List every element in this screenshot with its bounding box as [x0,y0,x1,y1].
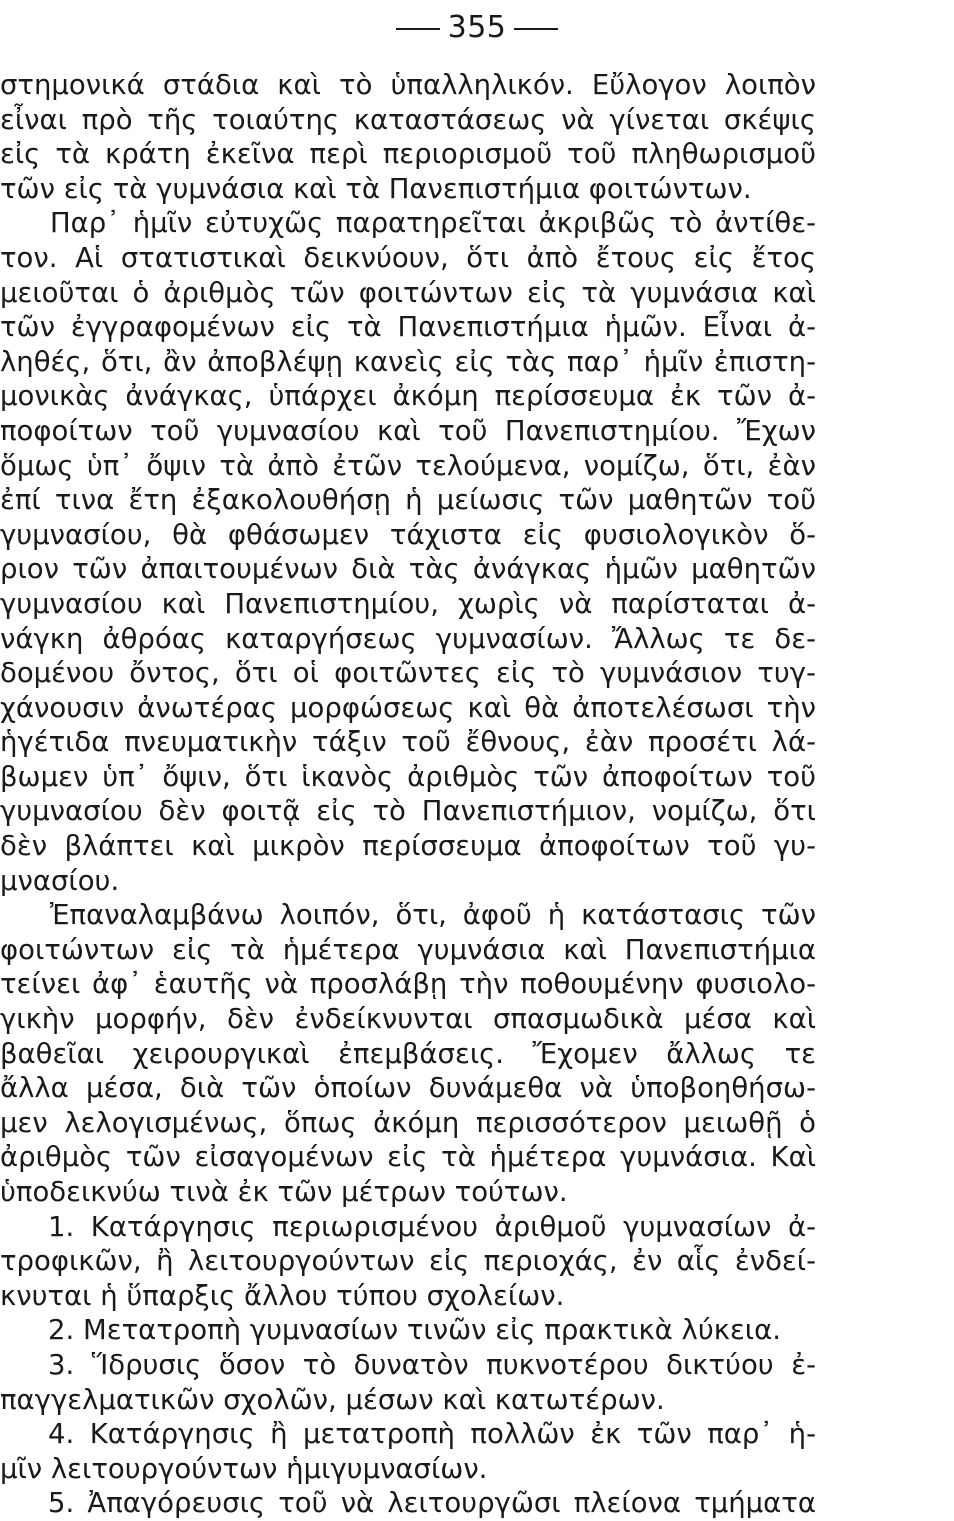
text-line: χάνουσιν ἀνωτέρας μορφώσεως καὶ θὰ ἀποτελέσωσι τὴν [0,691,816,724]
list-item-line: κνυται ἡ ὕπαρξις ἄλλου τύπου σχολείων. [0,1279,565,1312]
list-item-line: 1. Κατάργησις περιωρισμένου ἀριθμοῦ γυμνασίων ἀ- [48,1210,816,1243]
text-line: ληθές, ὅτι, ἂν ἀποβλέψῃ κανεὶς εἰς τὰς παρ᾿ ἡμῖν ἐπιστη- [0,345,816,378]
text-line: ποφοίτων τοῦ γυμνασίου καὶ τοῦ Πανεπιστημίου. Ἔχων [0,414,816,447]
text-line: βωμεν ὑπ᾿ ὄψιν, ὅτι ἱκανὸς ἀριθμὸς τῶν ἀποφοίτων τοῦ [0,760,816,793]
page-number-left-rule [396,28,440,30]
text-line: τῶν ἐγγραφομένων εἰς τὰ Πανεπιστήμια ἡμῶν. Εἶναι ἀ- [0,311,816,344]
text-line: στημονικά στάδια καὶ τὸ ὑπαλληλικόν. Εὔλογον λοιπὸν [0,69,816,101]
text-line: νάγκη ἀθρόας καταργήσεως γυμνασίων. Ἄλλως τε δε- [0,622,816,655]
text-line: Παρ᾿ ἡμῖν εὐτυχῶς παρατηρεῖται ἀκριβῶς τὸ ἀντίθε- [50,207,816,240]
text-line: δομένου ὄντος, ὅτι οἱ φοιτῶντες εἰς τὸ γυμνάσιον τυγ- [0,657,816,690]
text-line: ἀριθμὸς τῶν εἰσαγομένων εἰς τὰ ἡμέτερα γυμνάσια. Καὶ [0,1141,816,1174]
text-line: Ἐπαναλαμβάνω λοιπόν, ὅτι, ἀφοῦ ἡ κατάστασις τῶν [50,899,816,932]
list-item-line: 5. Ἀπαγόρευσις τοῦ νὰ λειτουργῶσι πλείονα τμήματα [48,1487,816,1520]
text-line: εἰς τὰ κράτη ἐκεῖνα περὶ περιορισμοῦ τοῦ πληθωρισμοῦ [0,138,816,171]
text-line: δὲν βλάπτει καὶ μικρὸν περίσσευμα ἀποφοίτων τοῦ γυ- [0,830,816,863]
text-line: τον. Αἱ στατιστικαὶ δεικνύουν, ὅτι ἀπὸ ἔτους εἰς ἔτος [0,241,816,274]
list-item-line: μῖν λειτουργούντων ἡμιγυμνασίων. [0,1452,488,1485]
list-item-line: παγγελματικῶν σχολῶν, μέσων καὶ κατωτέρων. [0,1383,665,1416]
page-number-right-rule [514,28,558,30]
text-line: γυμνασίου καὶ Πανεπιστημίου, χωρὶς νὰ παρίσταται ἀ- [0,587,816,620]
text-line: φοιτώντων εἰς τὰ ἡμέτερα γυμνάσια καὶ Πανεπιστήμια [0,933,816,966]
list-item-line: τροφικῶν, ἢ λειτουργούντων εἰς περιοχάς, ἐν αἷς ἐνδεί- [0,1245,816,1278]
text-line: τῶν εἰς τὰ γυμνάσια καὶ τὰ Πανεπιστήμια φοιτώντων. [0,172,752,205]
text-line: ἐπί τινα ἔτη ἐξακολουθήσῃ ἡ μείωσις τῶν μαθητῶν τοῦ [0,484,816,517]
text-line: ριον τῶν ἀπαιτουμένων διὰ τὰς ἀνάγκας ἡμῶν μαθητῶν [0,553,816,586]
text-line: ὑποδεικνύω τινὰ ἐκ τῶν μέτρων τούτων. [0,1176,568,1208]
text-line: εἶναι πρὸ τῆς τοιαύτης καταστάσεως νὰ γίνεται σκέψις [0,103,816,136]
list-item-line: 2. Μετατροπὴ γυμνασίων τινῶν εἰς πρακτικὰ λύκεια. [48,1314,781,1347]
text-line: μνασίου. [0,864,120,897]
list-item-line: 4. Κατάργησις ἢ μετατροπὴ πολλῶν ἐκ τῶν παρ᾿ ἡ- [48,1418,816,1451]
text-line: γυμνασίου, θὰ φθάσωμεν τάχιστα εἰς φυσιολογικὸν ὅ- [0,518,816,551]
page-number [0,10,954,46]
text-line: ὅμως ὑπ᾿ ὄψιν τὰ ἀπὸ ἐτῶν τελούμενα, νομίζω, ὅτι, ἐὰν [0,449,816,482]
text-line: μονικὰς ἀνάγκας, ὑπάρχει ἀκόμη περίσσευμα ἐκ τῶν ἀ- [0,380,816,413]
text-line: ἡγέτιδα πνευματικὴν τάξιν τοῦ ἔθνους, ἐὰν προσέτι λά- [0,726,816,759]
text-line: γυμνασίου δὲν φοιτᾷ εἰς τὸ Πανεπιστήμιον, νομίζω, ὅτι [0,795,816,828]
body-text [0,68,816,1521]
text-line: μειοῦται ὁ ἀριθμὸς τῶν φοιτώντων εἰς τὰ γυμνάσια καὶ [0,276,816,309]
text-line: μεν λελογισμένως, ὅπως ἀκόμη περισσότερον μειωθῇ ὁ [0,1106,816,1139]
list-item-line: 3. Ἵδρυσις ὅσον τὸ δυνατὸν πυκνοτέρου δικτύου ἐ- [48,1348,816,1381]
text-line: ἄλλα μέσα, διὰ τῶν ὁποίων δυνάμεθα νὰ ὑποβοηθήσω- [0,1072,816,1105]
text-line: τείνει ἀφ᾿ ἑαυτῆς νὰ προσλάβῃ τὴν ποθουμένην φυσιολο- [0,968,816,1001]
page-number-text: 355 [447,10,507,45]
text-line: γικὴν μορφήν, δὲν ἐνδείκνυνται σπασμωδικὰ μέσα καὶ [0,1003,816,1036]
text-line: βαθεῖαι χειρουργικαὶ ἐπεμβάσεις. Ἔχομεν ἄλλως τε [0,1037,816,1070]
